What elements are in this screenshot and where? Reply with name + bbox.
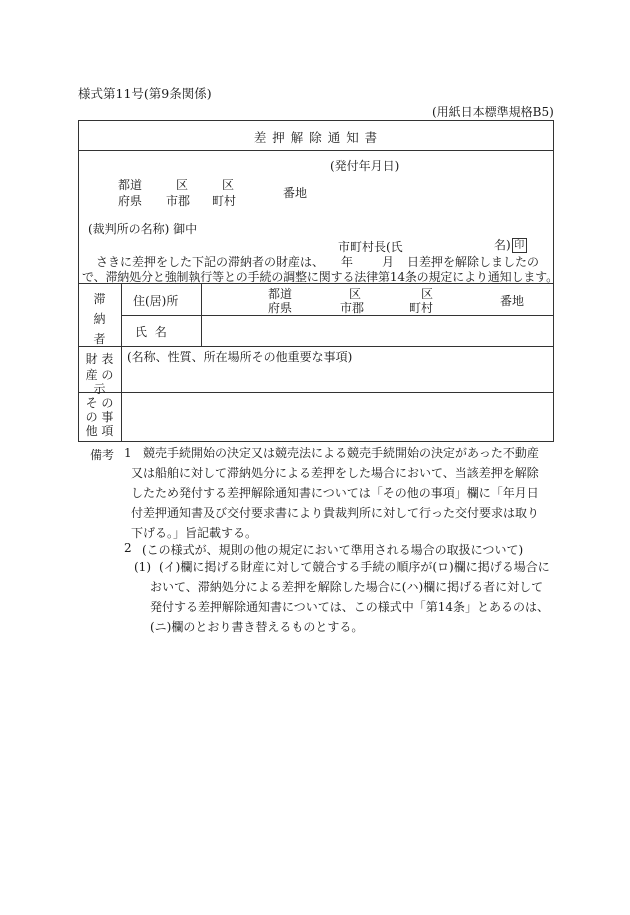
note-2-1-text: (イ)欄に掲げる財産に対して競合する手続の順序が(ロ)欄に掲げる場合において、滞納処分による差押を解除した場合に(ハ)欄に掲げる者に対して発付する差押解除通知書については、この様式中「第14条」とあるのは、(ニ)欄のとおり書き替えるものとする。 xyxy=(150,560,550,634)
other-top-line xyxy=(78,392,554,393)
issue-date: (発付年月日) xyxy=(330,159,400,173)
address-city-1: 区 xyxy=(176,178,189,192)
property-label: 財 表 産 の 示 xyxy=(85,352,114,396)
sublabel-column-divider xyxy=(201,283,202,346)
label-column-divider xyxy=(121,283,122,442)
title-divider xyxy=(78,150,554,151)
issuer-name-end: 名) 印 xyxy=(494,236,527,253)
debtor-town-2: 町村 xyxy=(409,301,434,315)
body-line-1-a: さきに差押をした下記の滞納者の財産は、 xyxy=(96,255,325,269)
note-1-number: 1 xyxy=(124,446,132,460)
debtor-city-1: 区 xyxy=(349,287,362,301)
form-title: 差 押 解 除 通 知 書 xyxy=(253,130,379,145)
property-hint: (名称、性質、所在場所その他重要な事項) xyxy=(127,350,353,364)
body-line-1-year: 年 xyxy=(341,255,354,269)
court-name: (裁判所の名称) 御中 xyxy=(88,222,198,236)
address-prefecture-2: 府県 xyxy=(118,194,143,208)
notes-label: 備考 xyxy=(90,448,115,462)
residence-label: 住(居)所 xyxy=(133,294,179,308)
body-line-2: で、滞納処分と強制執行等との手続の調整に関する法律第14条の規定により通知します。 xyxy=(82,270,558,284)
other-label: そ の の 事 他 項 xyxy=(85,396,114,438)
address-city-2: 市郡 xyxy=(166,194,191,208)
debtor-banchi: 番地 xyxy=(500,294,525,308)
property-top-line xyxy=(78,346,554,347)
debtor-prefecture-2: 府県 xyxy=(268,301,293,315)
address-prefecture-1: 都道 xyxy=(118,178,143,192)
residence-name-divider xyxy=(121,315,554,316)
debtor-city-2: 市郡 xyxy=(340,301,365,315)
seal-mark: 印 xyxy=(512,238,527,253)
form-number: 様式第11号(第9条関係) xyxy=(78,86,212,101)
debtor-label: 滞 納 者 xyxy=(93,292,106,346)
note-2-number: 2 xyxy=(124,541,132,555)
address-banchi: 番地 xyxy=(283,186,308,200)
address-town-2: 町村 xyxy=(212,194,237,208)
note-2-1-number: (1) xyxy=(134,560,151,574)
note-2-text: (この様式が、規則の他の規定において準用される場合の取扱について) xyxy=(142,543,524,557)
name-label: 氏 名 xyxy=(135,325,169,339)
debtor-prefecture-1: 都道 xyxy=(268,287,293,301)
paper-size: (用紙日本標準規格B5) xyxy=(432,105,554,119)
body-line-1-month: 月 xyxy=(382,255,395,269)
body-line-1-b: 日差押を解除しましたの xyxy=(407,255,540,269)
address-town-1: 区 xyxy=(222,178,235,192)
issuer-label: 市町村長(氏 xyxy=(338,240,403,254)
note-1-text: 競売手続開始の決定又は競売法による競売手続開始の決定があった不動産又は船舶に対して滞納処分による差押をした場合において、当該差押を解除したため発付する差押解除通知書については「その他の事項」欄に「年月日付差押通知書及び交付要求書により貴裁判所に対して行った交付要求は取り下げる。」旨記載する。 xyxy=(131,446,540,540)
debtor-town-1: 区 xyxy=(421,287,434,301)
